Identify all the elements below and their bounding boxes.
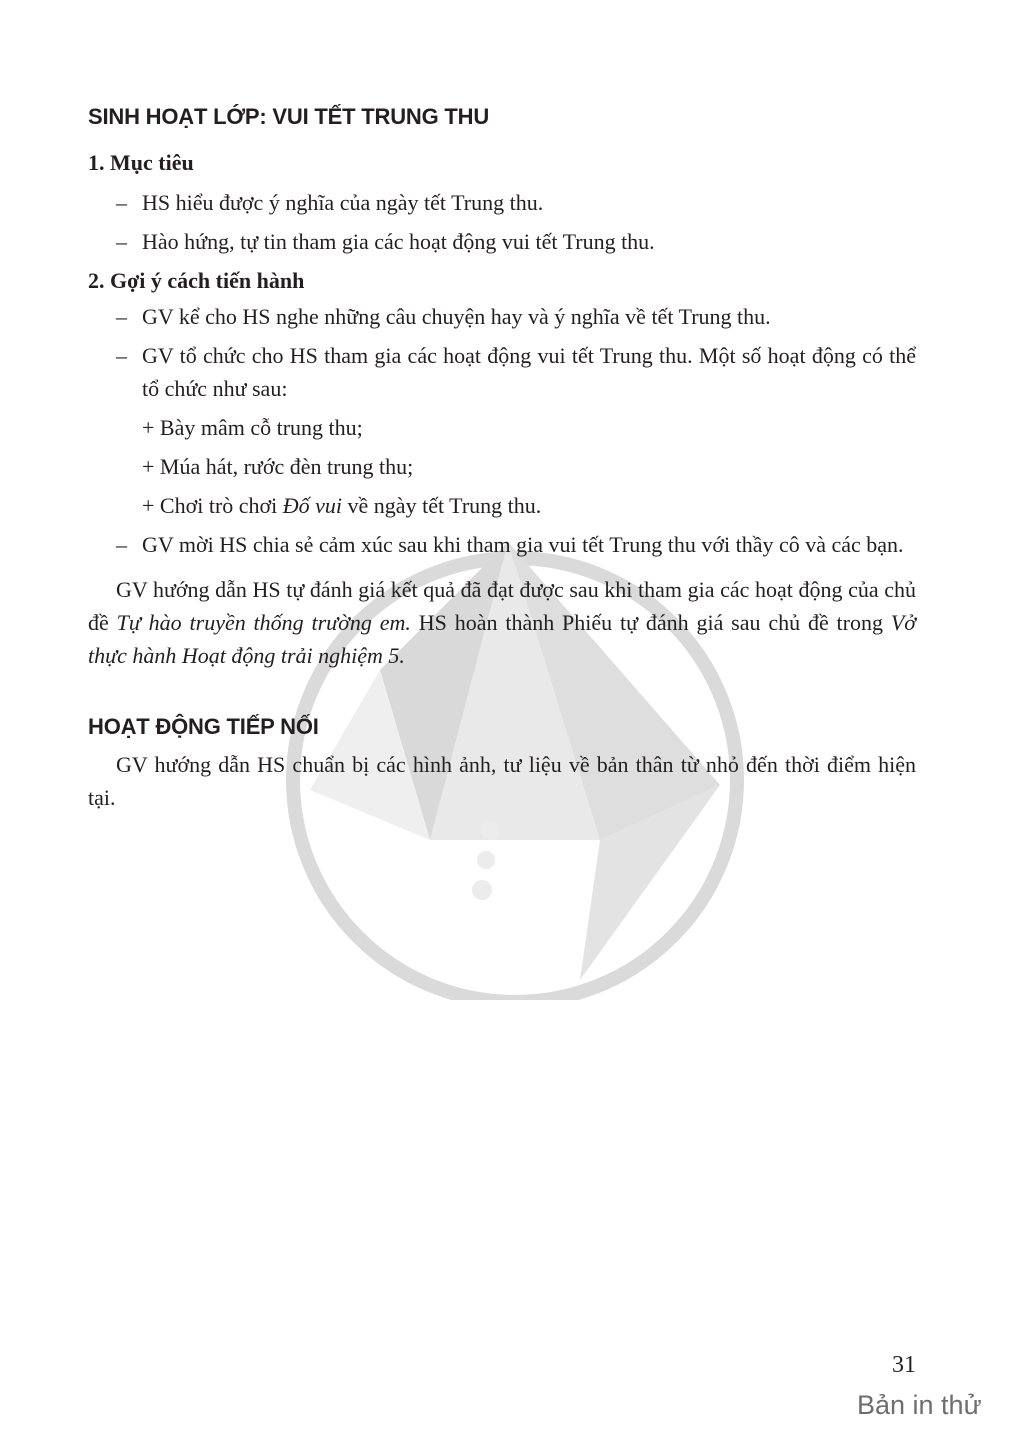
procedure-item bbox=[88, 300, 916, 333]
procedure-text: GV kể cho HS nghe những câu chuyện hay và ý nghĩa về tết Trung thu. bbox=[142, 304, 771, 329]
follow-up-paragraph: GV hướng dẫn HS chuẩn bị các hình ảnh, tư liệu về bản thân từ nhỏ đến thời điểm hiện tại. bbox=[88, 752, 916, 810]
game-name: Đố vui bbox=[282, 493, 343, 518]
sub-item-text: về ngày tết Trung thu. bbox=[347, 493, 542, 518]
procedure-text: GV tổ chức cho HS tham gia các hoạt động vui tết Trung thu. Một số hoạt động có thể tổ chức như sau: bbox=[142, 343, 916, 401]
page-number: 31 bbox=[892, 1352, 916, 1378]
self-assessment-paragraph bbox=[88, 573, 916, 672]
sub-item-riddle-game bbox=[88, 489, 916, 522]
procedure-text: GV mời HS chia sẻ cảm xúc sau khi tham gia vui tết Trung thu với thầy cô và các bạn. bbox=[142, 532, 904, 557]
dash-bullet: – bbox=[116, 304, 127, 329]
topic-title: Tự hào truyền thống trường em. bbox=[116, 610, 411, 635]
sub-item-lantern-parade: + Múa hát, rước đèn trung thu; bbox=[142, 454, 414, 479]
objective-text: HS hiểu được ý nghĩa của ngày tết Trung thu. bbox=[142, 190, 544, 215]
dash-bullet: – bbox=[116, 190, 127, 215]
objectives-heading: 1. Mục tiêu bbox=[88, 150, 194, 175]
objective-item bbox=[88, 186, 916, 219]
procedure-item bbox=[88, 528, 916, 561]
dash-bullet: – bbox=[116, 343, 127, 368]
dash-bullet: – bbox=[116, 229, 127, 254]
objective-item bbox=[88, 225, 916, 258]
section-title-class-activity: SINH HOẠT LỚP: VUI TẾT TRUNG THU bbox=[88, 104, 490, 129]
procedure-item bbox=[88, 339, 916, 405]
paragraph-text: GV hướng dẫn HS tự đánh giá kết quả đã đạt được sau khi tham gia các hoạt động của chủ đề bbox=[88, 577, 916, 635]
section-title-follow-up: HOẠT ĐỘNG TIẾP NỐI bbox=[88, 714, 319, 739]
objective-text: Hào hứng, tự tin tham gia các hoạt động vui tết Trung thu. bbox=[142, 229, 655, 254]
workbook-title: Vở thực hành Hoạt động trải nghiệm 5. bbox=[88, 610, 917, 668]
paragraph-text: HS hoàn thành Phiếu tự đánh giá sau chủ đề trong bbox=[418, 610, 883, 635]
draft-label: Bản in thử bbox=[857, 1390, 982, 1420]
procedure-heading: 2. Gợi ý cách tiến hành bbox=[88, 268, 305, 293]
sub-item-text: + Chơi trò chơi bbox=[142, 493, 278, 518]
dash-bullet: – bbox=[116, 532, 127, 557]
sub-item-mooncake-tray: + Bày mâm cỗ trung thu; bbox=[142, 415, 363, 440]
